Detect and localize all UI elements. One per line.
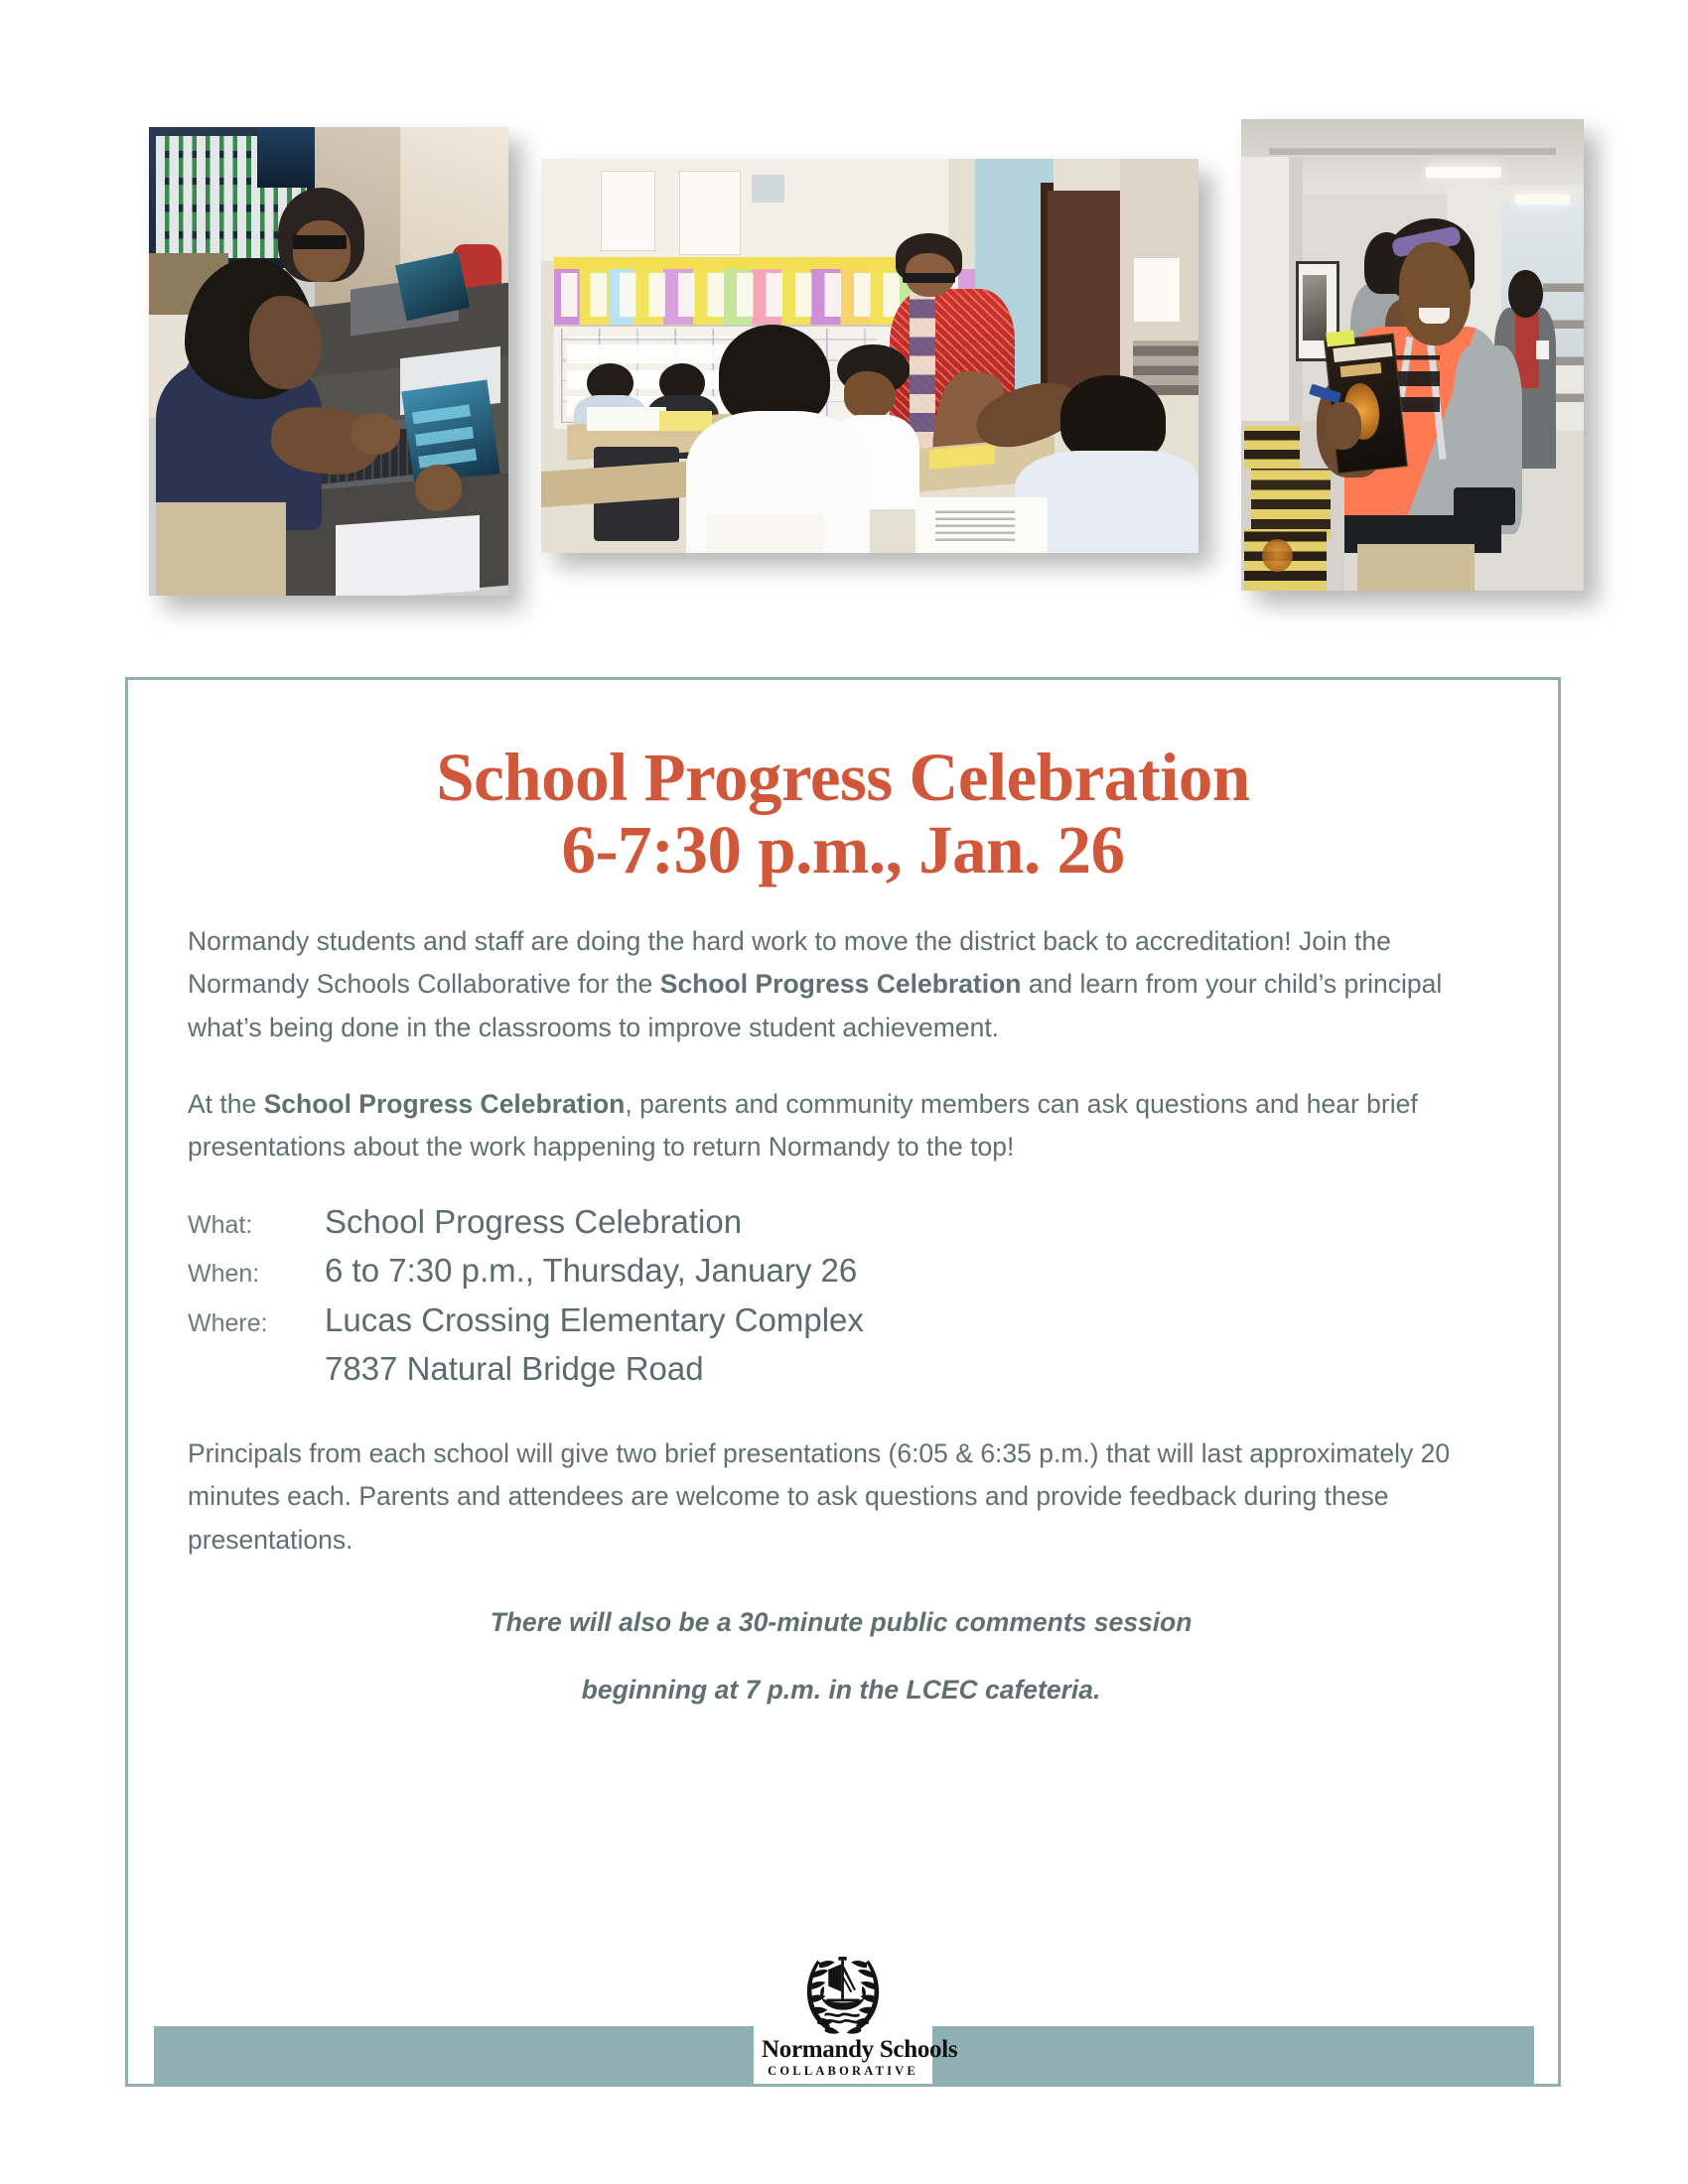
italic-note-line-1: There will also be a 30-minute public comments session xyxy=(490,1606,1193,1637)
detail-value-what: School Progress Celebration xyxy=(325,1203,743,1241)
logo-subtitle-text: COLLABORATIVE xyxy=(768,2063,918,2078)
detail-label-when: When: xyxy=(188,1260,260,1289)
detail-row-where xyxy=(188,1300,1494,1340)
second-bold-event: School Progress Celebration xyxy=(263,1088,626,1119)
detail-label-where: Where: xyxy=(188,1308,268,1337)
detail-row-what xyxy=(188,1202,1494,1242)
detail-row-address xyxy=(188,1349,1494,1389)
second-text-part2: , parents and community members can ask questions and hear brief presentations about the work happening to return Normandy to the top! xyxy=(188,1088,1418,1161)
photo-collage xyxy=(0,0,1688,675)
intro-text-part2: and learn from your child’s principal what’s being done in the classrooms to improve student achievement. xyxy=(188,969,1443,1042)
event-details xyxy=(188,1202,1494,1389)
second-paragraph xyxy=(188,1083,1494,1168)
detail-value-where: Lucas Crossing Elementary Complex xyxy=(325,1300,864,1338)
photo-student-laptops xyxy=(149,127,508,596)
detail-label-what: What: xyxy=(188,1211,253,1240)
photo-student-with-book xyxy=(1241,119,1584,591)
intro-text-part1: Normandy students and staff are doing the hard work to move the district back to accreditation! Join the Normandy Schools Collaborative for the xyxy=(188,926,1391,1000)
title-line-2: 6-7:30 p.m., Jan. 26 xyxy=(561,812,1125,888)
photo-classroom-teacher xyxy=(541,159,1198,553)
second-text-part1: At the xyxy=(188,1088,264,1119)
flyer-content-card xyxy=(125,677,1561,2087)
title-line-1: School Progress Celebration xyxy=(436,740,1250,815)
detail-value-address: 7837 Natural Bridge Road xyxy=(325,1349,704,1387)
organization-logo xyxy=(754,1940,958,2085)
intro-paragraph xyxy=(188,920,1494,1049)
logo-name-text: Normandy Schools xyxy=(762,2035,958,2063)
italic-note-line-2: beginning at 7 p.m. in the LCEC cafeteria. xyxy=(581,1674,1101,1705)
page-title xyxy=(128,742,1558,887)
intro-bold-event: School Progress Celebration xyxy=(659,969,1022,1000)
viking-ship-laurel-wreath-icon xyxy=(787,1946,899,2041)
detail-row-when xyxy=(188,1251,1494,1291)
closing-paragraph: Principals from each school will give two brief presentations (6:05 & 6:35 p.m.) that will last approximately 20 minutes each. Parents and attendees are welcome to ask questions and provide feedback during these presentations. xyxy=(188,1438,1451,1555)
detail-value-when: 6 to 7:30 p.m., Thursday, January 26 xyxy=(325,1252,858,1290)
flyer-body xyxy=(128,920,1558,1706)
